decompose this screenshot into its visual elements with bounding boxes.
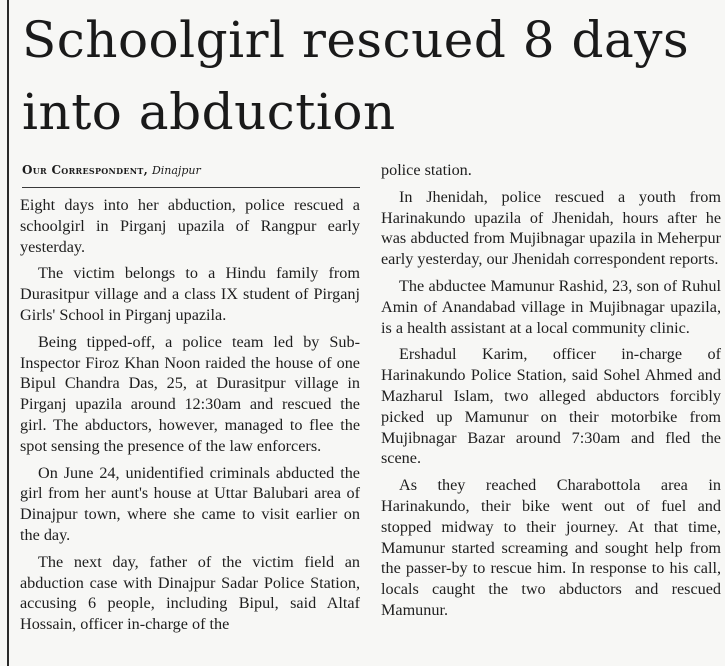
article-column-1 — [20, 195, 360, 635]
paragraph: Being tipped-off, a police team led by Sub-Inspector Firoz Khan Noon raided the house of one Bipul Chandra Das, 25, at Durasitpur village in Pirganj upazila around 12:30am and rescued the girl. The abductors, however, managed to flee the spot sensing the presence of the law enforcers. — [20, 332, 360, 455]
byline-author: Our Correspondent, — [22, 163, 149, 177]
byline-place: Dinajpur — [151, 164, 201, 177]
byline — [22, 162, 360, 188]
left-column-rule — [7, 0, 9, 666]
article-column-2 — [381, 160, 721, 621]
paragraph: Ershadul Karim, officer in-charge of Harinakundo Police Station, said Sohel Ahmed and Mazharul Islam, two alleged abductors forcibly picked up Mamunur on their motorbike from Mujibnagar Bazar around 7:30am and fled the scene. — [381, 345, 721, 468]
paragraph: The abductee Mamunur Rashid, 23, son of Ruhul Amin of Anandabad village in Mujibnagar upazila, is a health assistant at a local community clinic. — [381, 276, 721, 337]
paragraph: On June 24, unidentified criminals abducted the girl from her aunt's house at Uttar Balubari area of Dinajpur town, where she came to visit earlier on the day. — [20, 463, 360, 544]
article-headline: Schoolgirl rescued 8 days into abduction — [22, 11, 690, 141]
paragraph: The next day, father of the victim field an abduction case with Dinajpur Sadar Police Station, accusing 6 people, including Bipul, said Altaf Hossain, officer in-charge of the — [20, 552, 360, 634]
paragraph: Eight days into her abduction, police rescued a schoolgirl in Pirganj upazila of Rangpur early yesterday. — [20, 196, 360, 256]
paragraph: The victim belongs to a Hindu family from Durasitpur village and a class IX student of Pirganj Girls' School in Pirganj upazila. — [20, 264, 360, 324]
paragraph: police station. — [381, 161, 472, 179]
paragraph: In Jhenidah, police rescued a youth from Harinakundo upazila of Jhenidah, hours after he was abducted from Mujibnagar upazila in Meherpur early yesterday, our Jhenidah correspondent reports. — [381, 187, 721, 269]
paragraph: As they reached Charabottola area in Harinakundo, their bike went out of fuel and stopped midway to their journey. At that time, Mamunur started screaming and sought help from the passer-by to rescue him. In response to his call, locals caught the two abductors and rescued Mamunur. — [381, 476, 721, 619]
